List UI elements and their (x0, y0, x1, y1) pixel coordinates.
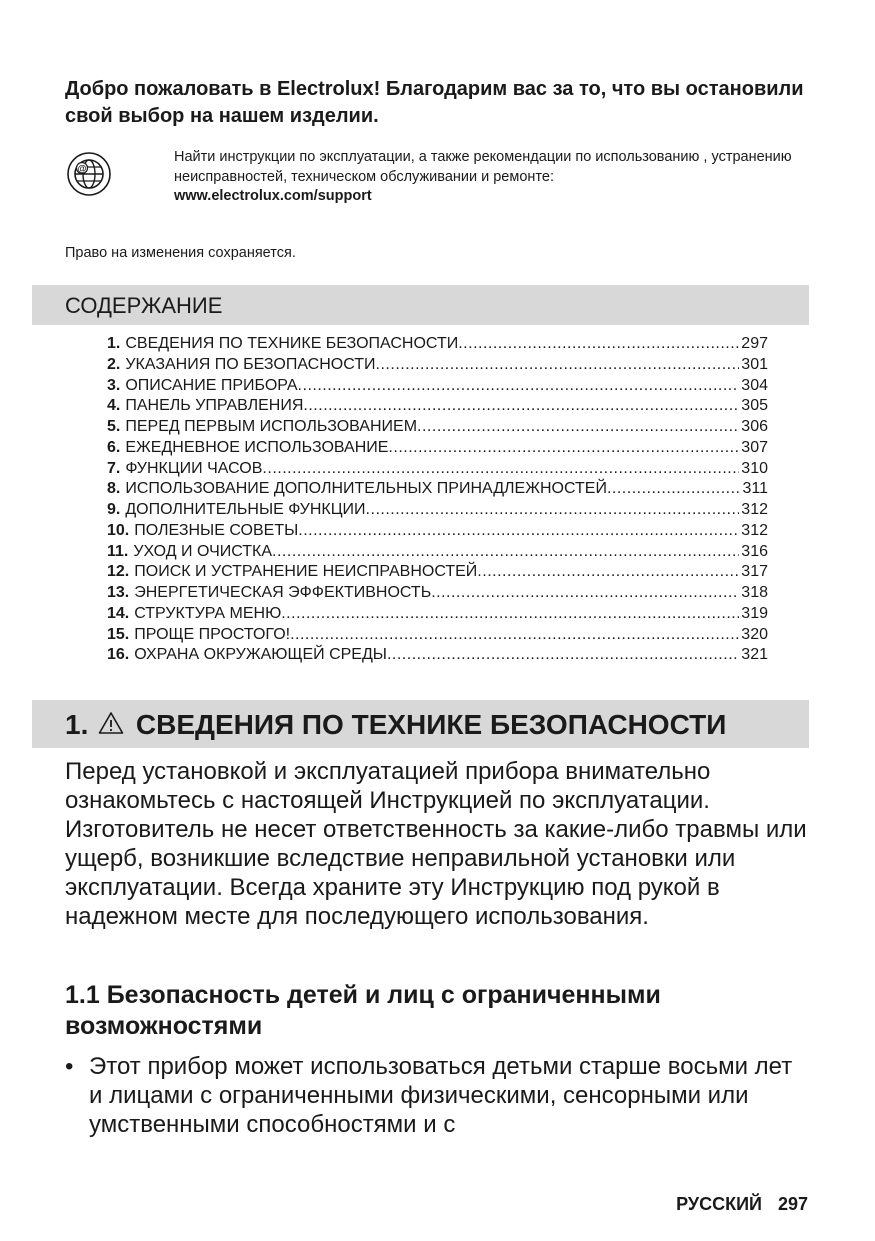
toc-entry-label: ЕЖЕДНЕВНОЕ ИСПОЛЬЗОВАНИЕ (125, 438, 389, 456)
toc-entry[interactable] (107, 542, 768, 563)
page-number: 297 (777, 1194, 808, 1214)
list-item (65, 1052, 810, 1139)
toc-entry-number: 15. (107, 625, 130, 643)
toc-entry-page: 312 (741, 501, 768, 518)
toc-entry-page: 297 (741, 335, 768, 352)
toc-entry-label: ПЕРЕД ПЕРВЫМ ИСПОЛЬЗОВАНИЕМ (125, 418, 418, 435)
welcome-heading: Добро пожаловать в Electrolux! Благодарим вас за то, что вы остановили свой выбор на нашем изделии. (65, 78, 804, 127)
toc-entry[interactable] (107, 334, 768, 355)
toc-leader-dots (607, 479, 741, 500)
toc-entry-page: 317 (741, 563, 768, 581)
toc-entry-label: ОПИСАНИЕ ПРИБОРА (125, 376, 298, 394)
toc-entry[interactable] (107, 583, 768, 604)
toc-entry-page: 320 (741, 625, 768, 643)
toc-entry[interactable] (107, 479, 768, 500)
toc-entry[interactable] (107, 438, 768, 459)
toc-entry[interactable] (107, 562, 768, 583)
section-header-bar (32, 700, 809, 748)
toc-entry[interactable] (107, 396, 768, 417)
toc-entry-number: 6. (107, 438, 121, 456)
toc-leader-dots (262, 459, 739, 480)
toc-entry-number: 8. (107, 480, 121, 498)
toc-leader-dots (290, 625, 739, 646)
toc-leader-dots (303, 396, 739, 417)
toc-entry-number: 16. (107, 646, 130, 664)
toc-entry[interactable] (107, 521, 768, 542)
safety-intro-paragraph: Перед установкой и эксплуатацией прибора внимательно ознакомьтесь с настоящей Инструкцией по эксплуатации. Изготовитель не несет ответственность за какие-либо травмы или ущерб, возникшие вследствие неправильной установки или эксплуатации. Всегда храните эту Инструкцию под рукой в надежном месте для последующего использования. (65, 758, 807, 930)
toc-entry-number: 11. (107, 542, 129, 560)
toc-entry[interactable] (107, 625, 768, 646)
toc-entry[interactable] (107, 500, 768, 521)
toc-entry-number: 5. (107, 418, 121, 435)
toc-leader-dots (387, 645, 739, 666)
toc-entry-page: 318 (741, 584, 768, 601)
toc-entry-label: ПАНЕЛЬ УПРАВЛЕНИЯ (125, 397, 304, 415)
toc-header-bar (32, 285, 809, 325)
toc-entry-label: УХОД И ОЧИСТКА (133, 542, 273, 560)
toc-leader-dots (388, 438, 739, 459)
toc-list (107, 334, 768, 666)
toc-entry-page: 316 (741, 542, 768, 560)
rights-reserved-note: Право на изменения сохраняется. (65, 245, 296, 261)
toc-entry-label: СТРУКТУРА МЕНЮ (134, 604, 282, 622)
support-url-link[interactable]: www.electrolux.com/support (174, 188, 372, 204)
toc-entry-number: 10. (107, 521, 130, 539)
toc-entry-label: СВЕДЕНИЯ ПО ТЕХНИКЕ БЕЗОПАСНОСТИ (125, 335, 459, 352)
toc-leader-dots (431, 583, 739, 604)
toc-entry-label: ПОИСК И УСТРАНЕНИЕ НЕИСПРАВНОСТЕЙ (134, 563, 478, 581)
toc-leader-dots (417, 417, 739, 438)
toc-entry-page: 311 (742, 480, 768, 498)
toc-entry-page: 307 (741, 438, 768, 456)
toc-entry-number: 9. (107, 501, 121, 518)
toc-leader-dots (366, 500, 740, 521)
toc-entry-number: 1. (107, 335, 121, 352)
svg-text:@: @ (77, 163, 87, 174)
toc-entry-number: 2. (107, 355, 121, 373)
toc-entry[interactable] (107, 604, 768, 625)
toc-leader-dots (272, 542, 739, 563)
toc-entry-label: ЭНЕРГЕТИЧЕСКАЯ ЭФФЕКТИВНОСТЬ (134, 584, 432, 601)
page-footer (676, 1194, 808, 1215)
toc-entry[interactable] (107, 355, 768, 376)
toc-entry-number: 4. (107, 397, 121, 415)
toc-leader-dots (298, 521, 739, 542)
toc-entry[interactable] (107, 645, 768, 666)
section-title-text: СВЕДЕНИЯ ПО ТЕХНИКЕ БЕЗОПАСНОСТИ (135, 709, 727, 740)
toc-entry[interactable] (107, 459, 768, 480)
toc-leader-dots (281, 604, 739, 625)
toc-entry[interactable] (107, 376, 768, 397)
bullet-text: Этот прибор может использоваться детьми старше восьми лет и лицами с ограниченными физическими, сенсорными или умственными способностями и с (89, 1053, 793, 1138)
warning-triangle-icon (98, 709, 124, 743)
toc-leader-dots (376, 355, 740, 376)
toc-entry-label: УКАЗАНИЯ ПО БЕЗОПАСНОСТИ (125, 355, 376, 373)
toc-entry-page: 321 (741, 646, 768, 664)
toc-entry-label: ФУНКЦИИ ЧАСОВ (125, 459, 263, 477)
toc-entry-page: 310 (741, 459, 768, 477)
toc-entry-number: 12. (107, 563, 130, 581)
toc-entry-page: 312 (741, 521, 768, 539)
section-number: 1. (65, 709, 89, 740)
toc-entry-label: ОХРАНА ОКРУЖАЮЩЕЙ СРЕДЫ (134, 646, 387, 664)
subsection-title: 1.1 Безопасность детей и лиц с ограниченными возможностями (65, 981, 661, 1040)
bullet-mark: • (65, 1053, 74, 1080)
support-description: Найти инструкции по эксплуатации, а также рекомендации по использованию , устранению неисправностей, техническом обслуживании и ремонте: (174, 149, 792, 185)
toc-entry-page: 301 (741, 355, 768, 373)
toc-leader-dots (477, 562, 739, 583)
toc-entry-label: ПРОЩЕ ПРОСТОГО! (134, 625, 291, 643)
support-info (174, 148, 814, 207)
toc-leader-dots (298, 376, 740, 397)
toc-entry[interactable] (107, 417, 768, 438)
toc-entry-label: ПОЛЕЗНЫЕ СОВЕТЫ (134, 521, 299, 539)
toc-entry-page: 306 (741, 418, 768, 435)
toc-entry-page: 305 (741, 397, 768, 415)
globe-at-icon (66, 151, 112, 197)
section-title (65, 708, 726, 743)
toc-entry-number: 3. (107, 376, 121, 394)
toc-entry-number: 13. (107, 584, 130, 601)
toc-entry-label: ИСПОЛЬЗОВАНИЕ ДОПОЛНИТЕЛЬНЫХ ПРИНАДЛЕЖНОСТЕЙ (125, 480, 607, 498)
footer-language: РУССКИЙ (676, 1194, 762, 1214)
toc-entry-number: 7. (107, 459, 121, 477)
toc-entry-number: 14. (107, 604, 130, 622)
toc-entry-label: ДОПОЛНИТЕЛЬНЫЕ ФУНКЦИИ (125, 501, 366, 518)
toc-entry-page: 304 (741, 376, 768, 394)
toc-leader-dots (458, 334, 739, 355)
toc-title: СОДЕРЖАНИЕ (65, 293, 223, 318)
toc-entry-page: 319 (741, 604, 768, 622)
